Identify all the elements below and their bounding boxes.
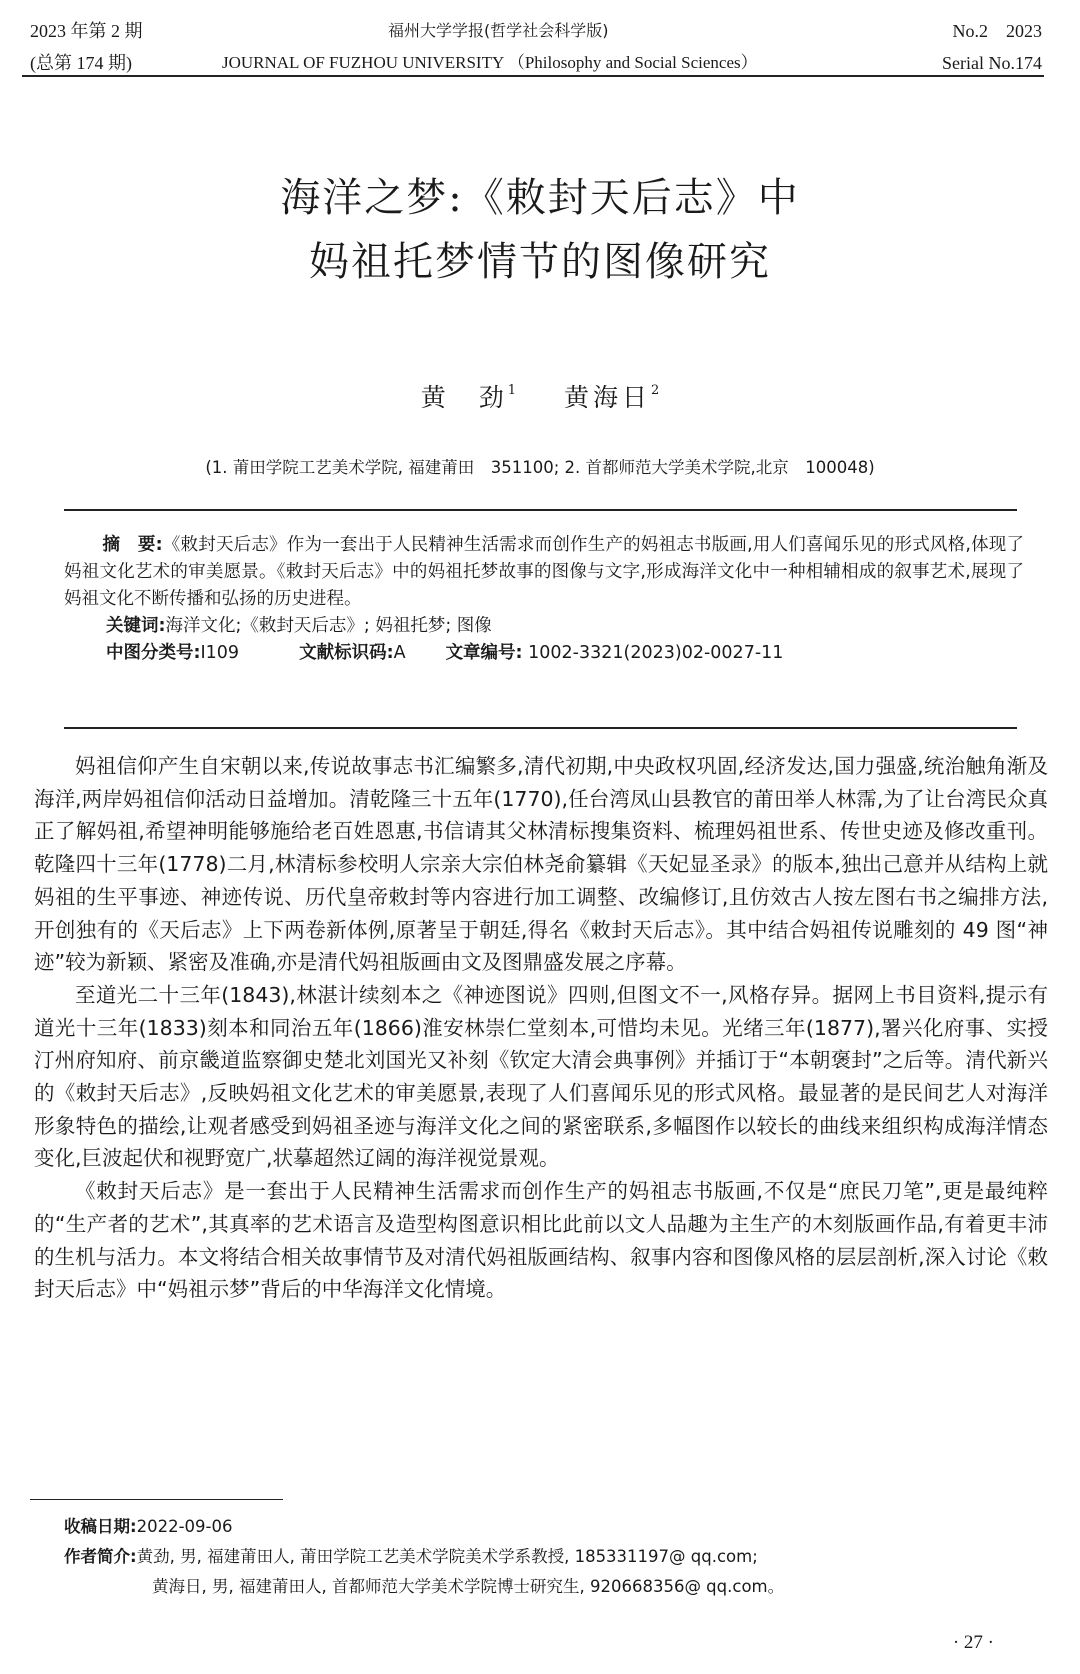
journal-title-cn: 福州大学学报(哲学社会科学版) (388, 21, 609, 40)
doc-code-value: A (393, 643, 406, 663)
author-bio-1 (64, 1542, 784, 1572)
footnote-rule (30, 1499, 283, 1500)
received-date (64, 1512, 784, 1542)
issue-cn: 2023 年第 2 期 (30, 21, 143, 41)
author-1: 黄 劲$^1$ (420, 383, 517, 412)
author-bio-2: 黄海日, 男, 福建莆田人, 首都师范大学美术学院博士研究生, 920668356@ qq.com。 (152, 1577, 785, 1596)
abstract-section (64, 532, 1024, 667)
abstract-bottom-rule (64, 727, 1017, 729)
journal-title-en: JOURNAL OF FUZHOU UNIVERSITY （Philosophy and Social Sciences） (222, 53, 758, 72)
keywords-label: 关键词: (106, 616, 166, 636)
serial-cn: (总第 174 期) (30, 53, 132, 73)
body-paragraph-2: 至道光二十三年(1843),林湛计续刻本之《神迹图说》四则,但图文不一,风格存异。据网上书目资料,提示有道光十三年(1833)刻本和同治五年(1866)淮安林崇仁堂刻本,可惜均未见。光绪三年(1877),署兴化府事、实授汀州府知府、前京畿道监察御史楚北刘国光又补刻《钦定大清会典事例》并插订于“本朝褒封”之后等。清代新兴的《敕封天后志》,反映妈祖文化艺术的审美愿景,表现了人们喜闻乐见的形式风格。最显著的是民间艺人对海洋形象特色的描绘,让观者感受到妈祖圣迹与海洋文化之间的紧密联系,多幅图作以较长的曲线来组织构成海洋情态变化,巨波起伏和视野宽广,状摹超然辽阔的海洋视觉景观。 (34, 982, 1048, 1171)
author-2-affil-mark: 2 (650, 383, 660, 398)
clc-label: 中图分类号: (106, 643, 201, 663)
author-1-affil-mark: 1 (507, 383, 517, 398)
abstract-text: 《敕封天后志》作为一套出于人民精神生活需求而创作生产的妈祖志书版画,用人们喜闻乐见的形式风格,体现了妈祖文化艺术的审美愿景。《敕封天后志》中的妈祖托梦故事的图像与文字,形成海洋文化中一种相辅相成的叙事艺术,展现了妈祖文化不断传播和弘扬的历史进程。 (64, 535, 1025, 609)
received-label: 收稿日期: (64, 1517, 137, 1536)
author-2: 黄海日$^2$ (563, 383, 660, 412)
issue-en: No.2 2023 (952, 21, 1042, 41)
bio-1-text: 黄劲, 男, 福建莆田人, 莆田学院工艺美术学院美术学系教授, 185331197@ qq.com; (136, 1547, 758, 1566)
bio-label: 作者简介: (64, 1547, 137, 1566)
header-rule (22, 75, 1044, 77)
doc-code-label: 文献标识码: (299, 643, 394, 663)
author-list (0, 378, 1080, 414)
article-title-line-2: 妈祖托梦情节的图像研究 (309, 239, 771, 285)
footnote-section (64, 1512, 784, 1602)
body-text (34, 750, 1048, 1306)
body-paragraph-3: 《敕封天后志》是一套出于人民精神生活需求而创作生产的妈祖志书版画,不仅是“庶民刀笔”,更是最纯粹的“生产者的艺术”,其真率的艺术语言及造型构图意识相比此前以文人品趣为主生产的木刻版画作品,有着更丰沛的生机与活力。本文将结合相关故事情节及对清代妈祖版画结构、叙事内容和图像风格的层层剖析,深入讨论《敕封天后志》中“妈祖示梦”背后的中华海洋文化情境。 (34, 1179, 1048, 1302)
serial-en: Serial No.174 (942, 53, 1042, 73)
abstract-label: 摘 要: (102, 535, 163, 555)
article-no-value: 1002-3321(2023)02-0027-11 (522, 643, 784, 663)
article-no-label: 文章编号: (445, 643, 523, 663)
keywords-text: 海洋文化;《敕封天后志》; 妈祖托梦; 图像 (165, 616, 492, 636)
abstract-top-rule (64, 509, 1017, 511)
article-title-line-1: 海洋之梦:《敕封天后志》中 (280, 175, 800, 221)
affiliation: (1. 莆田学院工艺美术学院, 福建莆田 351100; 2. 首都师范大学美术学院,北京 100048) (205, 458, 875, 477)
abstract (64, 532, 1024, 613)
body-paragraph-1: 妈祖信仰产生自宋朝以来,传说故事志书汇编繁多,清代初期,中央政权巩固,经济发达,国力强盛,统治触角渐及海洋,两岸妈祖信仰活动日益增加。清乾隆三十五年(1770),任台湾凤山县教官的莆田举人林霈,为了让台湾民众真正了解妈祖,希望神明能够施给老百姓恩惠,书信请其父林清标搜集资料、梳理妈祖世系、传世史迹及修改重刊。乾隆四十三年(1778)二月,林清标参校明人宗亲大宗伯林尧俞纂辑《天妃显圣录》的版本,独出己意并从结构上就妈祖的生平事迹、神迹传说、历代皇帝敕封等内容进行加工调整、改编修订,且仿效古人按左图右书之编排方法,开创独有的《天后志》上下两卷新体例,原著呈于朝廷,得名《敕封天后志》。其中结合妈祖传说雕刻的 49 图“神迹”较为新颖、紧密及准确,亦是清代妈祖版画由文及图鼎盛发展之序幕。 (34, 754, 1048, 975)
received-value: 2022-09-06 (136, 1517, 233, 1536)
clc-value: I109 (200, 643, 240, 663)
page-number: · 27 · (952, 1632, 994, 1653)
classification-line (64, 640, 1024, 667)
keywords (64, 613, 1024, 640)
